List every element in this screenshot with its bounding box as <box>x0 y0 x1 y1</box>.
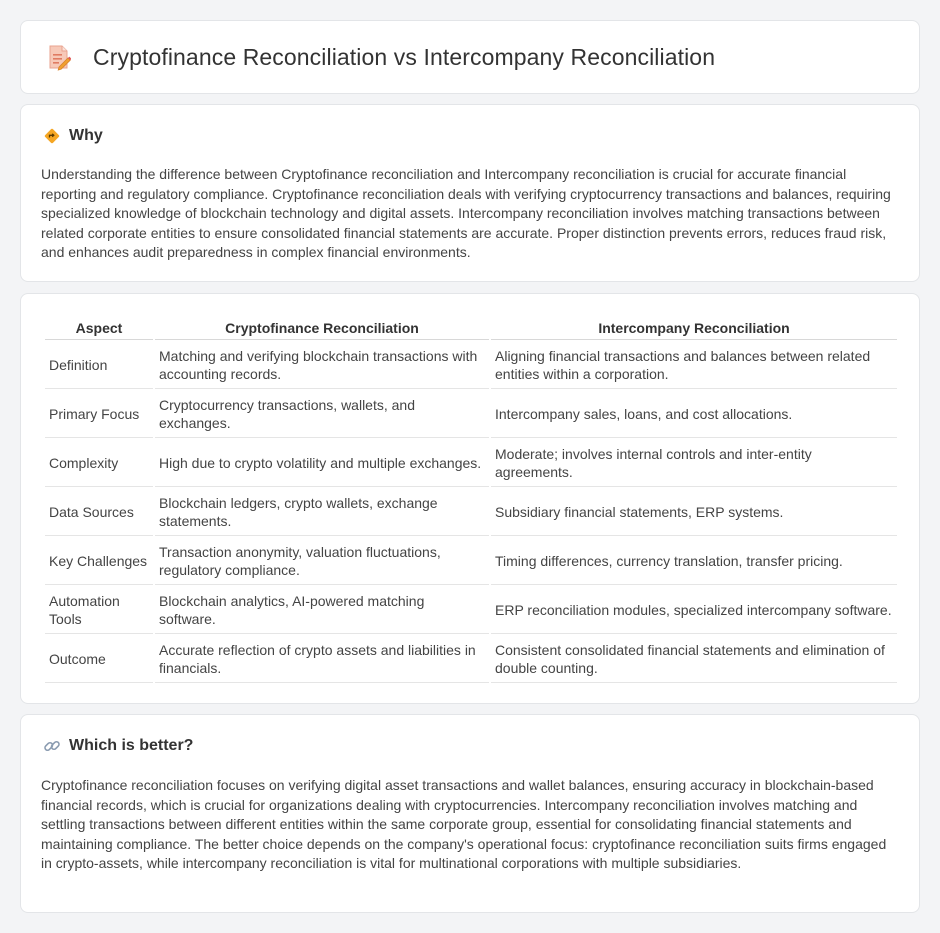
better-text: Cryptofinance reconciliation focuses on verifying digital asset transactions and wallet balances, ensuring accuracy in blockchain-based financial records, which is crucial for organizations dealing with cryptocurrencies. Intercompany reconciliation involves matching and settling transactions between different entities within the same corporate group, essential for consolidating financial statements and maintaining compliance. The better choice depends on the company's operational focus: cryptofinance reconciliation suits firms engaged in crypto-assets, while intercompany reconciliation is vital for multinational corporations with multiple subsidiaries. <box>41 777 887 872</box>
intercompany-cell: Consistent consolidated financial statements and elimination of double counting. <box>491 636 897 683</box>
table-row <box>45 636 897 683</box>
link-icon <box>43 737 61 755</box>
table-row <box>45 391 897 438</box>
better-heading: Which is better? <box>69 737 194 754</box>
why-heading-row <box>43 127 103 145</box>
crypto-cell: Blockchain ledgers, crypto wallets, exchange statements. <box>155 489 489 536</box>
title-row <box>47 43 715 71</box>
crypto-cell: Blockchain analytics, AI-powered matching software. <box>155 587 489 634</box>
column-header-intercompany: Intercompany Reconciliation <box>491 318 897 340</box>
table-row <box>45 440 897 487</box>
document-pencil-icon <box>47 43 71 71</box>
table-row <box>45 342 897 389</box>
crypto-cell: Cryptocurrency transactions, wallets, and exchanges. <box>155 391 489 438</box>
table-header-row <box>45 318 897 340</box>
crypto-cell: Accurate reflection of crypto assets and liabilities in financials. <box>155 636 489 683</box>
intercompany-cell: Timing differences, currency translation, transfer pricing. <box>491 538 897 585</box>
better-heading-row <box>43 737 193 755</box>
which-better-section <box>20 714 920 913</box>
table-row <box>45 587 897 634</box>
intercompany-cell: Moderate; involves internal controls and inter-entity agreements. <box>491 440 897 487</box>
intercompany-cell: ERP reconciliation modules, specialized intercompany software. <box>491 587 897 634</box>
why-heading: Why <box>69 127 103 144</box>
aspect-cell: Data Sources <box>45 489 153 536</box>
why-text: Understanding the difference between Cryptofinance reconciliation and Intercompany reconciliation is crucial for accurate financial reporting and regulatory compliance. Cryptofinance reconciliation deals with verifying cryptocurrency transactions and balances, requiring specialized knowledge of blockchain technology and digital assets. Intercompany reconciliation involves matching transactions between related corporate entities to ensure consolidated financial statements are accurate. Proper distinction prevents errors, reduces fraud risk, and enhances audit preparedness in complex financial environments. <box>41 166 891 261</box>
intercompany-cell: Subsidiary financial statements, ERP systems. <box>491 489 897 536</box>
crypto-cell: Transaction anonymity, valuation fluctuations, regulatory compliance. <box>155 538 489 585</box>
aspect-cell: Definition <box>45 342 153 389</box>
aspect-cell: Key Challenges <box>45 538 153 585</box>
comparison-section <box>20 293 920 704</box>
comparison-table <box>43 316 899 685</box>
intercompany-cell: Intercompany sales, loans, and cost allocations. <box>491 391 897 438</box>
intercompany-cell: Aligning financial transactions and balances between related entities within a corporation. <box>491 342 897 389</box>
aspect-cell: Outcome <box>45 636 153 683</box>
crypto-cell: Matching and verifying blockchain transactions with accounting records. <box>155 342 489 389</box>
table-row <box>45 489 897 536</box>
title-card <box>20 20 920 94</box>
aspect-cell: Automation Tools <box>45 587 153 634</box>
page-title: Cryptofinance Reconciliation vs Intercompany Reconciliation <box>93 43 716 70</box>
diamond-signpost-icon <box>43 127 61 145</box>
why-section <box>20 104 920 282</box>
column-header-crypto: Cryptofinance Reconciliation <box>155 318 489 340</box>
column-header-aspect: Aspect <box>45 318 153 340</box>
aspect-cell: Complexity <box>45 440 153 487</box>
crypto-cell: High due to crypto volatility and multiple exchanges. <box>155 440 489 487</box>
table-row <box>45 538 897 585</box>
aspect-cell: Primary Focus <box>45 391 153 438</box>
